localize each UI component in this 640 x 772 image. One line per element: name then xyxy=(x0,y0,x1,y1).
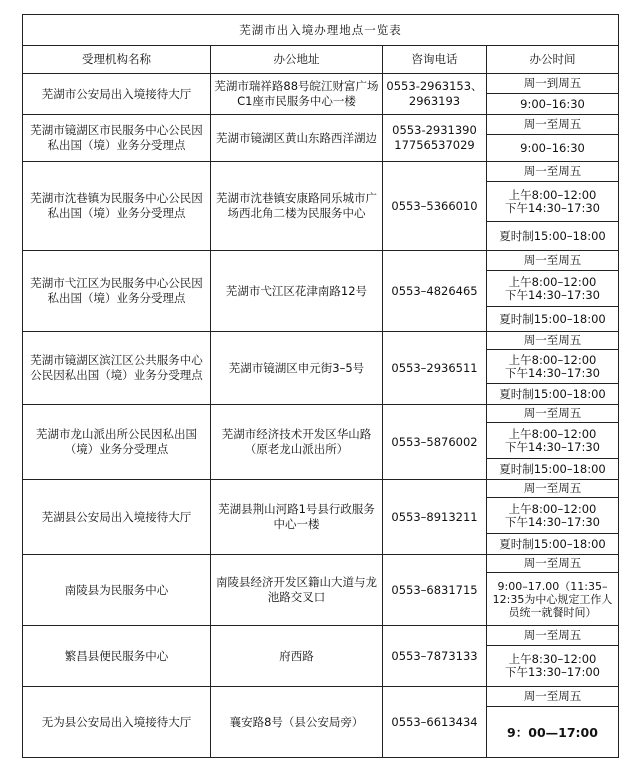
hours-cell xyxy=(487,626,619,687)
hours-am: 上午8:00–12:00 xyxy=(508,187,597,202)
org-name: 芜湖市镜湖区市民服务中心公民因私出国（境）业务分受理点 xyxy=(23,115,211,162)
org-name: 芜湖市镜湖区滨江区公共服务中心公民因私出国（境）业务分受理点 xyxy=(23,332,211,405)
hours-cell xyxy=(487,555,619,626)
header-org: 受理机构名称 xyxy=(23,46,211,74)
hours-block xyxy=(487,498,618,534)
hours-line: 周一至周五 xyxy=(487,332,618,350)
org-name: 繁昌县便民服务中心 xyxy=(23,626,211,687)
hours-summer: 夏时制15:00–18:00 xyxy=(499,228,606,243)
hours-pm: 下午14:30–17:30 xyxy=(504,365,601,380)
hours-line: 周一至周五 xyxy=(487,162,618,182)
hours-line: 周一到周五 xyxy=(487,74,618,94)
hours-cell xyxy=(487,115,619,162)
phone: 0553–6613434 xyxy=(383,687,487,758)
hours-cell xyxy=(487,405,619,480)
org-name: 芜湖市公安局出入境接待大厅 xyxy=(23,74,211,115)
hours-line: 9：00—17:00 xyxy=(507,724,598,740)
hours-pm: 下午14:30–17:30 xyxy=(504,514,601,529)
table-title: 芜湖市出入境办理地点一览表 xyxy=(23,15,619,46)
hours-pm: 下午14:30–17:30 xyxy=(504,200,601,215)
hours-cell xyxy=(487,162,619,251)
hours-cell xyxy=(487,251,619,332)
address: 芜湖市镜湖区黄山东路西洋湖边 xyxy=(211,115,383,162)
hours-line: 9:00–16:30 xyxy=(520,96,585,111)
phone: 0553–2936511 xyxy=(383,332,487,405)
header-phone: 咨询电话 xyxy=(383,46,487,74)
org-name: 芜湖市龙山派出所公民因私出国（境）业务分受理点 xyxy=(23,405,211,480)
hours-am: 上午8:00–12:00 xyxy=(508,352,597,367)
table-row xyxy=(23,626,619,687)
address: 芜湖市经济技术开发区华山路（原老龙山派出所） xyxy=(211,405,383,480)
address: 芜湖市沈巷镇安康路同乐城市广场西北角二楼为民服务中心 xyxy=(211,162,383,251)
address: 南陵县经济开发区籍山大道与龙池路交叉口 xyxy=(211,555,383,626)
org-name: 无为县公安局出入境接待大厅 xyxy=(23,687,211,758)
hours-block xyxy=(487,646,618,686)
org-name: 芜湖县公安局出入境接待大厅 xyxy=(23,480,211,555)
phone: 0553–5366010 xyxy=(383,162,487,251)
hours-cell xyxy=(487,332,619,405)
address: 襄安路8号（县公安局旁） xyxy=(211,687,383,758)
hours-cell xyxy=(487,74,619,115)
phone: 0553–7873133 xyxy=(383,626,487,687)
org-name: 芜湖市沈巷镇为民服务中心公民因私出国（境）业务分受理点 xyxy=(23,162,211,251)
table-row xyxy=(23,251,619,332)
address: 芜湖市镜湖区申元街3–5号 xyxy=(211,332,383,405)
hours-line: 周一至周五 xyxy=(487,115,618,135)
hours-block xyxy=(487,423,618,459)
phone: 0553–6831715 xyxy=(383,555,487,626)
hours-summer: 夏时制15:00–18:00 xyxy=(499,311,606,326)
hours-summer: 夏时制15:00–18:00 xyxy=(499,536,606,551)
hours-block xyxy=(487,182,618,222)
hours-cell xyxy=(487,687,619,758)
address: 芜湖市弋江区花津南路12号 xyxy=(211,251,383,332)
hours-line: 周一至周五 xyxy=(487,687,618,707)
hours-line: 周一至周五 xyxy=(487,405,618,423)
address: 芜湖市瑞祥路88号皖江财富广场C1座市民服务中心一楼 xyxy=(211,74,383,115)
org-name: 芜湖市弋江区为民服务中心公民因私出国（境）业务分受理点 xyxy=(23,251,211,332)
header-address: 办公地址 xyxy=(211,46,383,74)
hours-line: 9:00–17.00（11:35–12:35为中心规定工作人员统一就餐时间） xyxy=(492,579,613,619)
hours-line: 周一至周五 xyxy=(487,251,618,271)
hours-summer: 夏时制15:00–18:00 xyxy=(499,461,606,476)
hours-pm: 下午14:30–17:30 xyxy=(504,287,601,302)
phone: 0553–4826465 xyxy=(383,251,487,332)
phone: 0553–5876002 xyxy=(383,405,487,480)
hours-am: 上午8:00–12:00 xyxy=(508,274,597,289)
table-row xyxy=(23,115,619,162)
table-row xyxy=(23,162,619,251)
phone: 0553-2963153、2963193 xyxy=(383,74,487,115)
table-row xyxy=(23,555,619,626)
hours-am: 上午8:30–12:00 xyxy=(508,652,597,666)
phone: 0553-2931390 17756537029 xyxy=(383,115,487,162)
table-row xyxy=(23,74,619,115)
hours-block xyxy=(487,271,618,307)
hours-line: 周一至周五 xyxy=(487,480,618,498)
hours-pm: 下午13:30–17:00 xyxy=(504,665,601,679)
hours-pm: 下午14:30–17:30 xyxy=(504,439,601,454)
table-row xyxy=(23,480,619,555)
hours-cell xyxy=(487,480,619,555)
address: 府西路 xyxy=(211,626,383,687)
hours-summer: 夏时制15:00–18:00 xyxy=(499,386,606,401)
hours-line: 周一至周五 xyxy=(487,555,618,573)
hours-am: 上午8:00–12:00 xyxy=(508,426,597,441)
org-name: 南陵县为民服务中心 xyxy=(23,555,211,626)
table-row xyxy=(23,687,619,758)
address: 芜湖县荆山河路1号县行政服务中心一楼 xyxy=(211,480,383,555)
hours-block xyxy=(487,350,618,384)
table-row xyxy=(23,332,619,405)
hours-line: 9:00–16:30 xyxy=(520,140,585,155)
hours-line: 周一至周五 xyxy=(487,626,618,646)
header-hours: 办公时间 xyxy=(487,46,619,74)
phone: 0553–8913211 xyxy=(383,480,487,555)
location-table xyxy=(22,14,619,758)
hours-am: 上午8:00–12:00 xyxy=(508,501,597,516)
table-row xyxy=(23,405,619,480)
